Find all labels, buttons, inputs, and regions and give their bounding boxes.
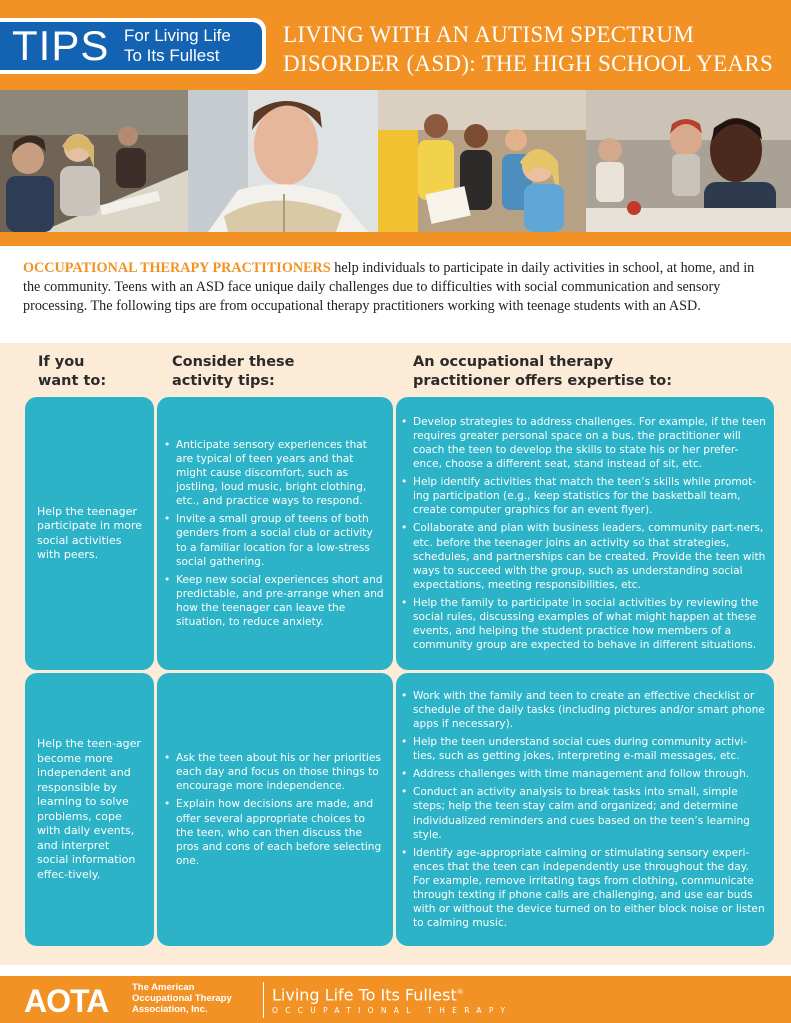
aota-logo: AOTA xyxy=(24,983,109,1019)
reading-student-illustration xyxy=(188,90,378,232)
page-title-line-1: LIVING WITH AN AUTISM SPECTRUM xyxy=(283,22,695,47)
list-item: • Ask the teen about his or her priorities each day and focus on those things to encourage more independence. xyxy=(161,751,385,793)
column-header-want-line-2: want to: xyxy=(38,373,107,389)
list-item: • Help identify activities that match the teen’s skills while promot-ing participation (e.g., keep statistics for the basketball team, create computer graphics for an event flyer). xyxy=(398,475,766,517)
row-1-tips-cell xyxy=(157,397,393,670)
header-banner xyxy=(0,0,791,90)
association-name-line-1: The American xyxy=(132,982,195,993)
row-1-expertise-list xyxy=(398,415,766,653)
row-2-want-cell xyxy=(25,673,154,946)
tips-subtitle xyxy=(124,26,231,66)
row-1-expertise-cell xyxy=(396,397,774,670)
photo-hallway-group xyxy=(378,90,586,232)
column-header-tips xyxy=(172,353,295,391)
intro-lead: OCCUPATIONAL THERAPY PRACTITIONERS xyxy=(23,260,331,276)
list-item: • Help the teen understand social cues during community activi-ties, such as getting jokes, interpreting e-mail messages, etc. xyxy=(398,735,766,763)
page-title xyxy=(283,20,783,78)
list-item: • Develop strategies to address challenges. For example, if the teen requires greater personal space on a bus, the practitioner will coach the teen to develop the skills to state his or her prefer-ence, choose a different seat, stand instead of sit, etc. xyxy=(398,415,766,471)
row-1-want-cell xyxy=(25,397,154,670)
association-name-line-2: Occupational Therapy xyxy=(132,993,232,1004)
list-item: • Explain how decisions are made, and offer several appropriate choices to the teen, who can then discuss the pros and cons of each before selecting one. xyxy=(161,797,385,867)
row-2-expertise-cell xyxy=(396,673,774,946)
column-header-expertise-line-2: practitioner offers expertise to: xyxy=(413,373,673,389)
tips-subtitle-line-2: To Its Fullest xyxy=(124,46,220,65)
list-item: • Work with the family and teen to create an effective checklist or schedule of the daily tasks (including pictures and/or smart phone apps if necessary). xyxy=(398,689,766,731)
intro-paragraph xyxy=(23,259,771,316)
row-2-tips-cell xyxy=(157,673,393,946)
association-name-line-3: Association, Inc. xyxy=(132,1004,208,1015)
column-header-want xyxy=(38,353,106,391)
photo-strip xyxy=(0,90,791,232)
row-2-expertise-list xyxy=(398,689,766,931)
column-header-tips-line-1: Consider these xyxy=(172,354,295,370)
page-title-line-2: DISORDER (ASD): THE HIGH SCHOOL YEARS xyxy=(283,51,774,76)
row-2-want-text: Help the teen-ager become more independent and responsible by learning to solve problems, cope with daily events, and interpret social information effec-tively. xyxy=(37,737,141,881)
tips-badge-inner xyxy=(0,22,262,70)
hallway-group-illustration xyxy=(378,90,586,232)
column-header-want-line-1: If you xyxy=(38,354,85,370)
column-header-tips-line-2: activity tips: xyxy=(172,373,275,389)
photo-cafeteria-student xyxy=(586,90,791,232)
list-item: • Anticipate sensory experiences that are typical of teen years and that might cause discomfort, such as jostling, loud music, bright clothing, etc., and practice ways to respond. xyxy=(161,438,385,508)
tips-badge xyxy=(0,18,266,74)
association-name xyxy=(132,982,232,1015)
footer-slogan-text: Living Life To Its Fullest xyxy=(272,985,457,1005)
row-1-tips-list xyxy=(161,438,385,629)
row-1-want-text: Help the teenager participate in more social activities with peers. xyxy=(37,504,143,561)
list-item: • Keep new social experiences short and predictable, and pre-arrange when and how the teenager can leave the situation, to reduce anxiety. xyxy=(161,573,385,629)
tips-subtitle-line-1: For Living Life xyxy=(124,26,231,45)
footer-divider xyxy=(263,982,264,1018)
orange-strip xyxy=(0,232,791,246)
registered-mark: ® xyxy=(456,988,464,996)
photo-reading-student xyxy=(188,90,378,232)
tips-word: TIPS xyxy=(12,22,110,69)
occupational-therapy-label: OCCUPATIONAL THERAPY xyxy=(272,1006,513,1015)
list-item: • Help the family to participate in social activities by reviewing the social rules, discussing examples of what might happen at these events, and helping the student practice how members of a community group are expected to behave in different situations. xyxy=(398,596,766,652)
intro-text: help individuals to participate in daily activities in school, at home, and in the community. Teens with an ASD face unique daily challenges due to difficulties with social communication and sensory processing. The following tips are from occupational therapy practitioners working with teenage students with an ASD. xyxy=(23,260,755,314)
row-2-tips-list xyxy=(161,751,385,868)
cafeteria-student-illustration xyxy=(586,90,791,232)
list-item: • Conduct an activity analysis to break tasks into small, simple steps; help the teen stay calm and organized; and determine individualized reminders and cues based on the teen’s learning style. xyxy=(398,785,766,841)
list-item: • Identify age-appropriate calming or stimulating sensory experi-ences that the teen can independently use throughout the day. For example, remove irritating tags from clothing, communicate through texting if phone calls are challenging, and use ear buds with or without the device turned on to either block noise or listen to calming music. xyxy=(398,846,766,931)
photo-classroom xyxy=(0,90,188,232)
list-item: • Invite a small group of teens of both genders from a social club or activity to a familiar location for a low-stress social gathering. xyxy=(161,512,385,568)
classroom-photo-illustration xyxy=(0,90,188,232)
column-header-expertise-line-1: An occupational therapy xyxy=(413,354,614,370)
footer-bar xyxy=(0,976,791,1023)
list-item: • Address challenges with time management and follow through. xyxy=(398,767,766,781)
column-header-expertise xyxy=(413,353,672,391)
list-item: • Collaborate and plan with business leaders, community part-ners, etc. before the teenager joins an activity so that strategies, schedules, and partnerships can be created. Provide the teen with ways to succeed with the group, such as understanding social expectations, meeting responsibilities, etc. xyxy=(398,521,766,591)
footer-slogan xyxy=(272,982,464,1005)
